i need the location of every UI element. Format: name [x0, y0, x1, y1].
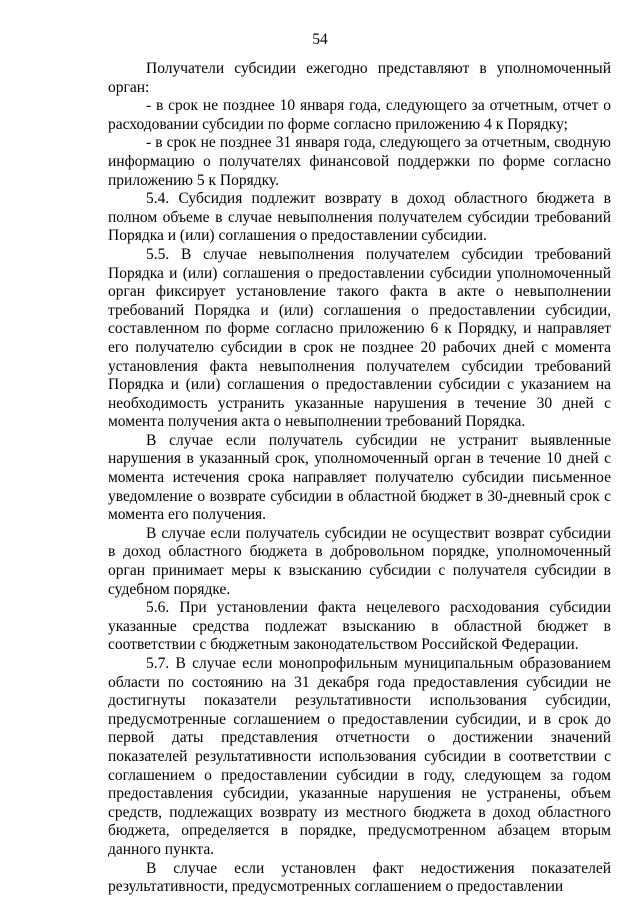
paragraph-court-recovery: В случае если получатель субсидии не осуществит возврат субсидии в доход областного бюджета в добровольном порядке, уполномоченный орган принимает меры к взысканию субсидии с получателя субсидии в судебном порядке. — [108, 524, 611, 598]
document-body — [108, 60, 611, 897]
paragraph-report-deadline-jan-10: - в срок не позднее 10 января года, следующего за отчетным, отчет о расходовании субсидии по форме согласно приложению 4 к Порядку; — [108, 97, 611, 133]
paragraph-section-5-7: 5.7. В случае если монопрофильным муниципальным образованием области по состоянию на 31 декабря года предоставления субсидии не достигнуты показатели результативности использования субсидии, предусмотренные соглашением о предоставлении субсидии, и в срок до первой даты представления отчетности о достижении значений показателей результативности использования субсидии в соответствии с соглашением о предоставлении субсидии в году, следующем за годом предоставления субсидии, указанные нарушения не устранены, объем средств, подлежащих возврату из местного бюджета в доход областного бюджета, определяется в порядке, предусмотренном абзацем вторым данного пункта. — [108, 655, 611, 858]
paragraph-notification-return: В случае если получатель субсидии не устранит выявленные нарушения в указанный срок, уполномоченный орган в течение 10 дней с момента истечения срока направляет получателю субсидии письменное уведомление о возврате субсидии в областной бюджет в 30-дневный срок с момента его получения. — [108, 431, 611, 524]
paragraph-indicators-not-achieved: В случае если установлен факт недостижения показателей результативности, предусмотренных соглашением о предоставлении — [108, 859, 611, 896]
paragraph-section-5-4: 5.4. Субсидия подлежит возврату в доход областного бюджета в полном объеме в случае невыполнения получателем субсидии требований Порядка и (или) соглашения о предоставлении субсидии. — [108, 190, 611, 245]
paragraph-section-5-6: 5.6. При установлении факта нецелевого расходования субсидии указанные средства подлежат взысканию в областной бюджет в соответствии с бюджетным законодательством Российской Федерации. — [108, 599, 611, 654]
paragraph-section-5-5: 5.5. В случае невыполнения получателем субсидии требований Порядка и (или) соглашения о предоставлении субсидии уполномоченный орган фиксирует установление такого факта в акте о невыполнении требований Порядка и (или) соглашения о предоставлении субсидии, составленном по форме согласно приложению 6 к Порядку, и направляет его получателю субсидии в срок не позднее 20 рабочих дней с момента установления факта невыполнения получателем субсидии требований Порядка и (или) соглашения о предоставлении субсидии с указанием на необходимость устранить указанные нарушения в течение 30 дней с момента получения акта о невыполнении требований Порядка. — [108, 245, 611, 431]
page-number: 54 — [312, 31, 328, 48]
paragraph-recipients-report: Получатели субсидии ежегодно представляют в уполномоченный орган: — [108, 60, 611, 96]
paragraph-report-deadline-jan-31: - в срок не позднее 31 января года, следующего за отчетным, сводную информацию о получателях финансовой поддержки по форме согласно приложению 5 к Порядку. — [108, 134, 611, 189]
